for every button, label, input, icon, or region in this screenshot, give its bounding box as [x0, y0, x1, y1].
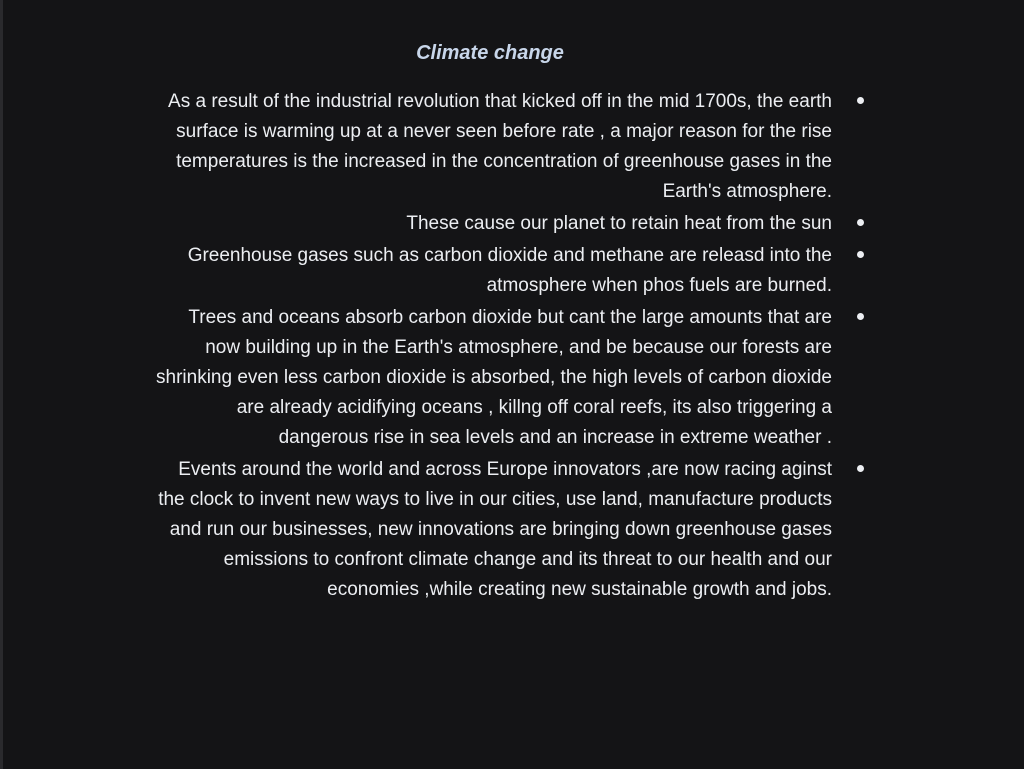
list-item [150, 87, 832, 207]
bullet-icon [857, 313, 864, 320]
list-item [150, 455, 832, 605]
list-item [150, 303, 832, 453]
list-item-text: Events around the world and across Europe innovators ,are now racing aginst the clock to invent new ways to live in our cities, use land, manufacture products and run our businesses, new innovations are bringing down greenhouse gases emissions to confront climate change and its threat to our health and our economies ,while creating new sustainable growth and jobs. [158, 459, 832, 600]
list-item-text: These cause our planet to retain heat from the sun [406, 213, 832, 234]
bullet-icon [857, 465, 864, 472]
bullet-list [150, 87, 870, 607]
list-item-text: As a result of the industrial revolution that kicked off in the mid 1700s, the earth surface is warming up at a never seen before rate , a major reason for the rise temperatures is the increased in the concentration of greenhouse gases in the Earth's atmosphere. [168, 91, 832, 202]
bullet-icon [857, 97, 864, 104]
list-item [150, 241, 832, 301]
list-item-text: Greenhouse gases such as carbon dioxide and methane are releasd into the atmosphere when phos fuels are burned. [187, 245, 832, 296]
window-left-border [0, 0, 3, 769]
bullet-icon [857, 251, 864, 258]
list-item [150, 209, 832, 239]
list-item-text: Trees and oceans absorb carbon dioxide but cant the large amounts that are now building up in the Earth's atmosphere, and be because our forests are shrinking even less carbon dioxide is absorbed, the high levels of carbon dioxide are already acidifying oceans , killng off coral reefs, its also triggering a dangerous rise in sea levels and an increase in extreme weather . [156, 307, 832, 448]
bullet-icon [857, 219, 864, 226]
document-title: Climate change [416, 42, 564, 64]
